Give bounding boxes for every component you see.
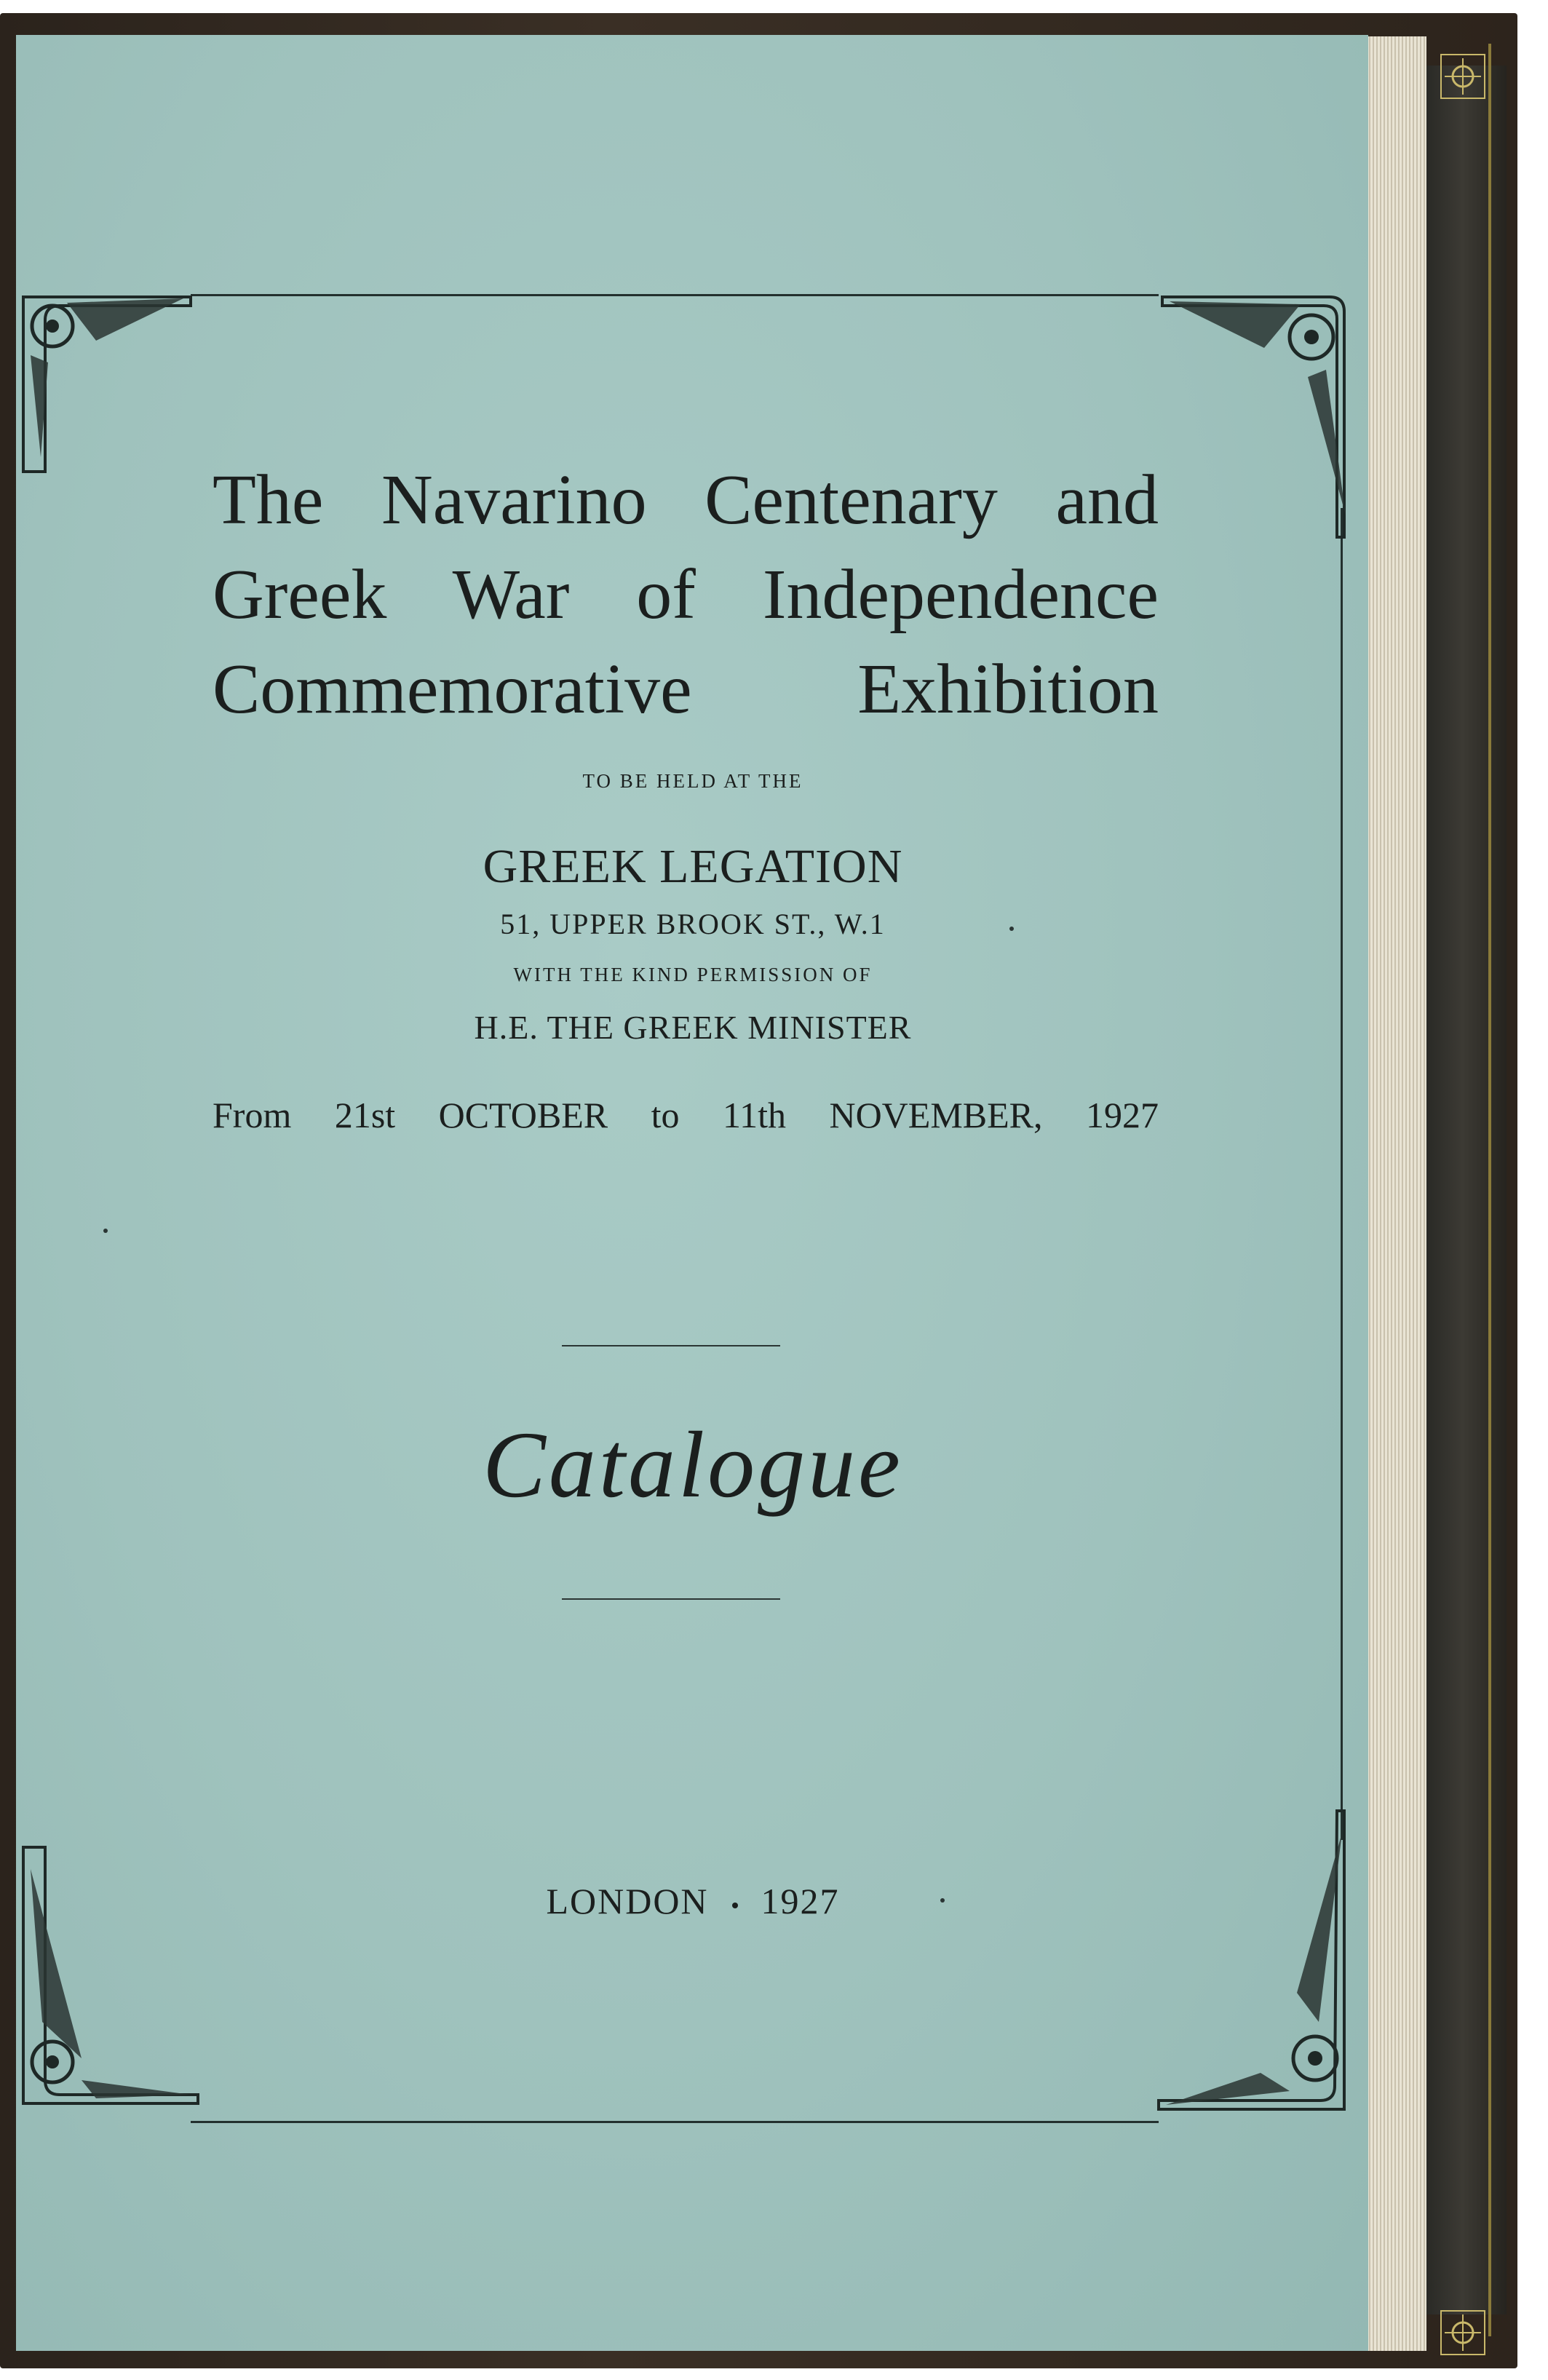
separator-dot-icon — [732, 1903, 738, 1908]
venue-intro: TO BE HELD AT THE — [582, 770, 803, 792]
title-line-2: Greek War of Independence — [213, 555, 1159, 634]
imprint — [162, 1880, 1224, 1922]
title-line-1: The Navarino Centenary and — [213, 461, 1159, 539]
permission-line: WITH THE KIND PERMISSION OF — [513, 964, 873, 985]
floral-corner-bottom-right-icon — [1151, 1804, 1366, 2131]
venue-address: 51, UPPER BROOK ST., W.1 — [500, 908, 886, 940]
floral-corner-top-right-icon — [1155, 275, 1366, 544]
rule-top — [562, 1345, 780, 1346]
imprint-city: LONDON — [546, 1881, 709, 1921]
document-type: Catalogue — [483, 1413, 903, 1518]
spine-ornament-icon — [1437, 2307, 1488, 2358]
book-spine — [1426, 66, 1507, 2314]
page-edges — [1367, 36, 1426, 2351]
paper-speck — [1009, 927, 1014, 931]
title-line-3: Commemorative Exhibition — [213, 650, 1159, 729]
frame-right-line — [1341, 508, 1343, 1840]
title-page — [16, 35, 1368, 2351]
exhibition-dates: From 21st OCTOBER to 11th NOVEMBER, 1927 — [213, 1095, 1159, 1135]
minister-line: H.E. THE GREEK MINISTER — [474, 1009, 912, 1046]
floral-corner-top-left-icon — [16, 275, 198, 479]
spine-ornament-icon — [1437, 51, 1488, 102]
spine-gold-line — [1488, 44, 1491, 2336]
imprint-year: 1927 — [761, 1881, 840, 1921]
paper-speck — [940, 1898, 945, 1903]
venue-name: GREEK LEGATION — [483, 840, 903, 893]
paper-speck — [103, 1229, 108, 1233]
rule-bottom — [562, 1598, 780, 1600]
frame-top-line — [191, 294, 1159, 296]
frame-bottom-line — [191, 2121, 1159, 2123]
